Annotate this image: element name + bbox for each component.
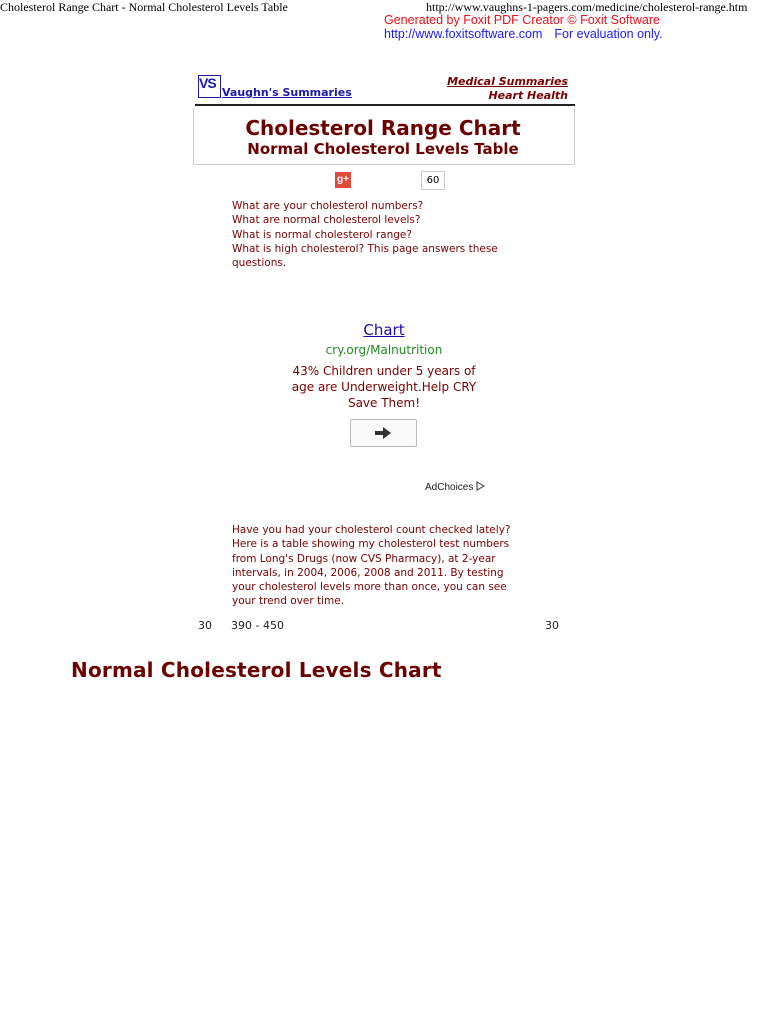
- question-line: questions.: [232, 257, 287, 270]
- google-plus-icon[interactable]: g+: [335, 172, 351, 188]
- paragraph-line: Have you had your cholesterol count checked lately?: [232, 524, 511, 536]
- adchoices-icon: [476, 481, 485, 491]
- page-subtitle: Normal Cholesterol Levels Table: [247, 140, 519, 158]
- row-value-3: 30: [545, 619, 559, 632]
- section-heading: Normal Cholesterol Levels Chart: [71, 658, 442, 682]
- share-count: 60: [421, 171, 445, 190]
- subsection-label: Heart Health: [488, 89, 568, 102]
- ad-url[interactable]: cry.org/Malnutrition: [325, 343, 443, 357]
- header-divider: [195, 104, 575, 106]
- paragraph-line: your cholesterol levels more than once, you can see: [232, 581, 507, 594]
- arrow-right-icon: [375, 427, 391, 439]
- intro-questions: [232, 199, 532, 270]
- question-line: What are your cholesterol numbers?: [232, 200, 424, 212]
- print-page-url: http://www.vaughns-1-pagers.com/medicine/cholesterol-range.htm: [426, 0, 748, 14]
- row-value-2: 390 - 450: [231, 619, 284, 632]
- site-name-link[interactable]: Vaughn's Summaries: [222, 86, 352, 99]
- page-title: Cholesterol Range Chart: [245, 116, 521, 140]
- paragraph-line: intervals, in 2004, 2006, 2008 and 2011. By testing: [232, 566, 504, 579]
- paragraph-line: from Long's Drugs (now CVS Pharmacy), at 2-year: [232, 552, 496, 565]
- ad-text: 43% Children under 5 years of age are Underweight.Help CRY Save Them!: [291, 364, 477, 410]
- foxit-link[interactable]: http://www.foxitsoftware.com: [384, 27, 543, 41]
- adchoices-link[interactable]: [425, 481, 485, 493]
- ad-arrow-button[interactable]: [350, 419, 417, 447]
- row-value-1: 30: [198, 619, 212, 632]
- question-line: What is high cholesterol? This page answers these: [232, 242, 498, 255]
- question-line: What is normal cholesterol range?: [232, 228, 412, 241]
- question-line: What are normal cholesterol levels?: [232, 214, 421, 227]
- adchoices-label: AdChoices: [425, 482, 474, 493]
- foxit-link-line: [384, 27, 675, 41]
- paragraph-line: Here is a table showing my cholesterol test numbers: [232, 538, 510, 551]
- foxit-watermark: Generated by Foxit PDF Creator © Foxit Software: [384, 13, 660, 27]
- paragraph-line: your trend over time.: [232, 595, 345, 608]
- body-paragraph: [232, 523, 542, 609]
- evaluation-note: For evaluation only.: [554, 27, 663, 41]
- section-link[interactable]: Medical Summaries: [447, 75, 568, 88]
- print-page-title: Cholesterol Range Chart - Normal Cholesterol Levels Table: [0, 0, 288, 14]
- site-logo[interactable]: VS: [199, 75, 216, 91]
- ad-title-link[interactable]: Chart: [363, 321, 405, 339]
